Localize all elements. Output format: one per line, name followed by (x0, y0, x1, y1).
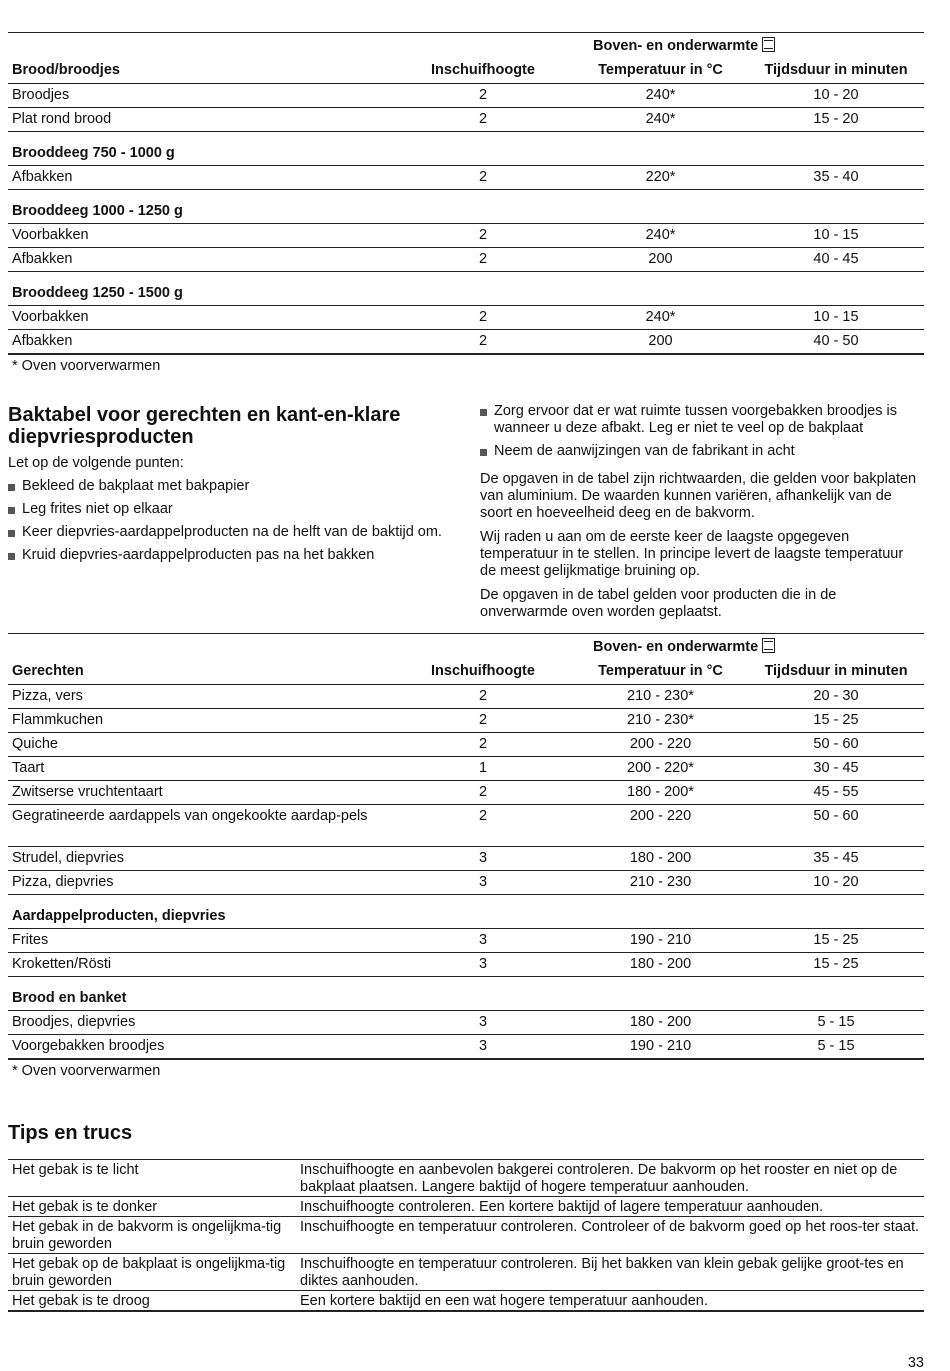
rack-level-cell: 2 (393, 685, 573, 709)
intro-text: Let op de volgende punten: (8, 455, 184, 471)
dish-cell: Frites (8, 929, 393, 953)
group-label: Aardappelproducten, diepvries (8, 895, 924, 929)
table-row (8, 1035, 924, 1059)
rack-level-cell: 3 (393, 1035, 573, 1059)
bread-baking-table (8, 32, 924, 382)
group-label: Brood en banket (8, 977, 924, 1011)
heating-mode-header (8, 634, 924, 659)
duration-cell: 10 - 20 (748, 84, 924, 108)
duration-cell: 15 - 20 (748, 108, 924, 132)
table-row (8, 248, 924, 272)
rack-level-cell: 2 (393, 709, 573, 733)
rack-level-cell: 2 (393, 781, 573, 805)
list-item: Leg frites niet op elkaar (8, 501, 453, 518)
temperature-cell: 220* (573, 166, 748, 190)
list-item: Zorg ervoor dat er wat ruimte tussen voorgebakken broodjes is wanneer u deze afbakt. Leg er niet te veel op de bakplaat (480, 403, 924, 437)
table-header-row (8, 57, 924, 84)
tip-row (8, 1291, 924, 1312)
column-header: Temperatuur in °C (573, 658, 748, 685)
duration-cell: 40 - 45 (748, 248, 924, 272)
table-row (8, 685, 924, 709)
dish-cell: Strudel, diepvries (8, 847, 393, 871)
dish-cell: Pizza, diepvries (8, 871, 393, 895)
tip-solution: Inschuifhoogte en aanbevolen bakgerei controleren. De bakvorm op het rooster en niet op de bakplaat plaatsen. Langere baktijd of hogere temperatuur aanhouden. (296, 1160, 924, 1197)
table-row (8, 306, 924, 330)
temperature-cell: 180 - 200 (573, 847, 748, 871)
tip-solution: Inschuifhoogte en temperatuur controleren. Bij het bakken van klein gebak gelijke groot-tes en diktes aanhouden. (296, 1254, 924, 1291)
table-row (8, 781, 924, 805)
tip-problem: Het gebak is te donker (8, 1197, 296, 1217)
dish-cell: Plat rond brood (8, 108, 393, 132)
section-title: Baktabel voor gerechten en kant-en-klare diepvriesproducten (8, 404, 401, 448)
temperature-cell: 210 - 230* (573, 709, 748, 733)
duration-cell: 40 - 50 (748, 330, 924, 354)
column-header: Inschuifhoogte (393, 658, 573, 685)
temperature-cell: 200 (573, 248, 748, 272)
table-row (8, 84, 924, 108)
column-header: Inschuifhoogte (393, 57, 573, 84)
table-row (8, 166, 924, 190)
table-row (8, 709, 924, 733)
temperature-cell: 190 - 210 (573, 929, 748, 953)
tip-problem: Het gebak is te droog (8, 1291, 296, 1312)
rack-level-cell: 3 (393, 871, 573, 895)
dish-cell: Voorgebakken broodjes (8, 1035, 393, 1059)
rack-level-cell: 3 (393, 953, 573, 977)
tip-problem: Het gebak is te licht (8, 1160, 296, 1197)
temperature-cell: 240* (573, 108, 748, 132)
table-row (8, 733, 924, 757)
info-paragraph: De opgaven in de tabel gelden voor producten die in de onverwarmde oven worden geplaatst. (480, 587, 837, 620)
dish-cell: Voorbakken (8, 306, 393, 330)
top-bottom-heat-icon (762, 37, 775, 52)
tips-title: Tips en trucs (8, 1122, 133, 1144)
temperature-cell: 240* (573, 84, 748, 108)
dish-cell: Zwitserse vruchtentaart (8, 781, 393, 805)
column-header: Gerechten (8, 658, 393, 685)
rack-level-cell: 2 (393, 166, 573, 190)
temperature-cell: 190 - 210 (573, 1035, 748, 1059)
duration-cell: 5 - 15 (748, 1011, 924, 1035)
temperature-cell: 200 - 220* (573, 757, 748, 781)
rack-level-cell: 2 (393, 248, 573, 272)
rack-level-cell: 3 (393, 929, 573, 953)
dish-cell: Kroketten/Rösti (8, 953, 393, 977)
rack-level-cell: 2 (393, 330, 573, 354)
tip-problem: Het gebak in de bakvorm is ongelijkma-tig bruin geworden (8, 1217, 296, 1254)
duration-cell: 15 - 25 (748, 709, 924, 733)
heating-mode-label: Boven- en onderwarmte (593, 37, 759, 54)
rack-level-cell: 3 (393, 847, 573, 871)
dish-cell: Voorbakken (8, 224, 393, 248)
rack-level-cell: 3 (393, 1011, 573, 1035)
dish-cell: Broodjes, diepvries (8, 1011, 393, 1035)
temperature-cell: 180 - 200* (573, 781, 748, 805)
duration-cell: 50 - 60 (748, 733, 924, 757)
table-row (8, 108, 924, 132)
rack-level-cell: 2 (393, 108, 573, 132)
list-item: Keer diepvries-aardappelproducten na de helft van de baktijd om. (8, 524, 453, 541)
duration-cell: 35 - 45 (748, 847, 924, 871)
table-row (8, 805, 924, 847)
table-row (8, 1011, 924, 1035)
table-row (8, 757, 924, 781)
temperature-cell: 200 - 220 (573, 733, 748, 757)
tip-row (8, 1197, 924, 1217)
dish-cell: Taart (8, 757, 393, 781)
dishes-baking-table (8, 633, 924, 1087)
tip-solution: Inschuifhoogte en temperatuur controleren. Controleer of de bakvorm goed op het roos-ter staat. (296, 1217, 924, 1254)
footnote: * Oven voorverwarmen (12, 357, 161, 374)
rack-level-cell: 2 (393, 733, 573, 757)
column-header: Tijdsduur in minuten (748, 57, 924, 84)
info-paragraph: De opgaven in de tabel zijn richtwaarden, die gelden voor bakplaten van aluminium. De waarden kunnen variëren, afhankelijk van de soort en hoeveelheid deeg en de bakvorm. (480, 471, 917, 521)
group-header-row (8, 190, 924, 224)
dish-cell: Quiche (8, 733, 393, 757)
dish-cell: Pizza, vers (8, 685, 393, 709)
table-row (8, 330, 924, 354)
group-header-row (8, 272, 924, 306)
table-row (8, 871, 924, 895)
duration-cell: 20 - 30 (748, 685, 924, 709)
dish-cell: Afbakken (8, 166, 393, 190)
list-item: Kruid diepvries-aardappelproducten pas na het bakken (8, 547, 453, 564)
bullet-list-right (480, 403, 924, 466)
temperature-cell: 200 - 220 (573, 805, 748, 847)
temperature-cell: 200 (573, 330, 748, 354)
list-item: Neem de aanwijzingen van de fabrikant in acht (480, 443, 924, 460)
duration-cell: 10 - 15 (748, 224, 924, 248)
duration-cell: 35 - 40 (748, 166, 924, 190)
tip-problem: Het gebak op de bakplaat is ongelijkma-tig bruin geworden (8, 1254, 296, 1291)
temperature-cell: 180 - 200 (573, 1011, 748, 1035)
temperature-cell: 180 - 200 (573, 953, 748, 977)
page-number: 33 (907, 1355, 924, 1371)
table-row (8, 847, 924, 871)
duration-cell: 5 - 15 (748, 1035, 924, 1059)
rack-level-cell: 2 (393, 224, 573, 248)
duration-cell: 10 - 20 (748, 871, 924, 895)
dish-cell: Gegratineerde aardappels van ongekookte aardap-pels (8, 805, 393, 847)
rack-level-cell: 2 (393, 84, 573, 108)
dish-cell: Broodjes (8, 84, 393, 108)
top-bottom-heat-icon (762, 638, 775, 653)
heating-mode-label: Boven- en onderwarmte (593, 638, 759, 655)
duration-cell: 15 - 25 (748, 929, 924, 953)
tip-row (8, 1254, 924, 1291)
duration-cell: 50 - 60 (748, 805, 924, 847)
table-header-row (8, 658, 924, 685)
dish-cell: Afbakken (8, 330, 393, 354)
duration-cell: 30 - 45 (748, 757, 924, 781)
group-header-row (8, 132, 924, 166)
column-header: Tijdsduur in minuten (748, 658, 924, 685)
table-row (8, 224, 924, 248)
tip-row (8, 1160, 924, 1197)
group-header-row (8, 895, 924, 929)
tip-solution: Een kortere baktijd en een wat hogere temperatuur aanhouden. (296, 1291, 924, 1312)
table-row (8, 953, 924, 977)
footnote-row (8, 354, 924, 382)
rack-level-cell: 2 (393, 805, 573, 847)
table-row (8, 929, 924, 953)
duration-cell: 45 - 55 (748, 781, 924, 805)
duration-cell: 15 - 25 (748, 953, 924, 977)
footnote-row (8, 1059, 924, 1087)
tips-table (8, 1159, 924, 1312)
bullet-list-left (8, 478, 453, 570)
column-header: Brood/broodjes (8, 57, 393, 84)
temperature-cell: 240* (573, 224, 748, 248)
group-label: Brooddeeg 1250 - 1500 g (8, 272, 924, 306)
list-item: Bekleed de bakplaat met bakpapier (8, 478, 453, 495)
dish-cell: Flammkuchen (8, 709, 393, 733)
group-label: Brooddeeg 750 - 1000 g (8, 132, 924, 166)
temperature-cell: 240* (573, 306, 748, 330)
heating-mode-header (8, 33, 924, 58)
tip-row (8, 1217, 924, 1254)
group-label: Brooddeeg 1000 - 1250 g (8, 190, 924, 224)
rack-level-cell: 1 (393, 757, 573, 781)
temperature-cell: 210 - 230 (573, 871, 748, 895)
column-header: Temperatuur in °C (573, 57, 748, 84)
duration-cell: 10 - 15 (748, 306, 924, 330)
tip-solution: Inschuifhoogte controleren. Een kortere baktijd of lagere temperatuur aanhouden. (296, 1197, 924, 1217)
temperature-cell: 210 - 230* (573, 685, 748, 709)
dish-cell: Afbakken (8, 248, 393, 272)
footnote: * Oven voorverwarmen (12, 1062, 161, 1079)
group-header-row (8, 977, 924, 1011)
info-paragraph: Wij raden u aan om de eerste keer de laagste opgegeven temperatuur in te stellen. In principe levert de laagste temperatuur de meest gelijkmatige bruining op. (480, 529, 904, 579)
rack-level-cell: 2 (393, 306, 573, 330)
